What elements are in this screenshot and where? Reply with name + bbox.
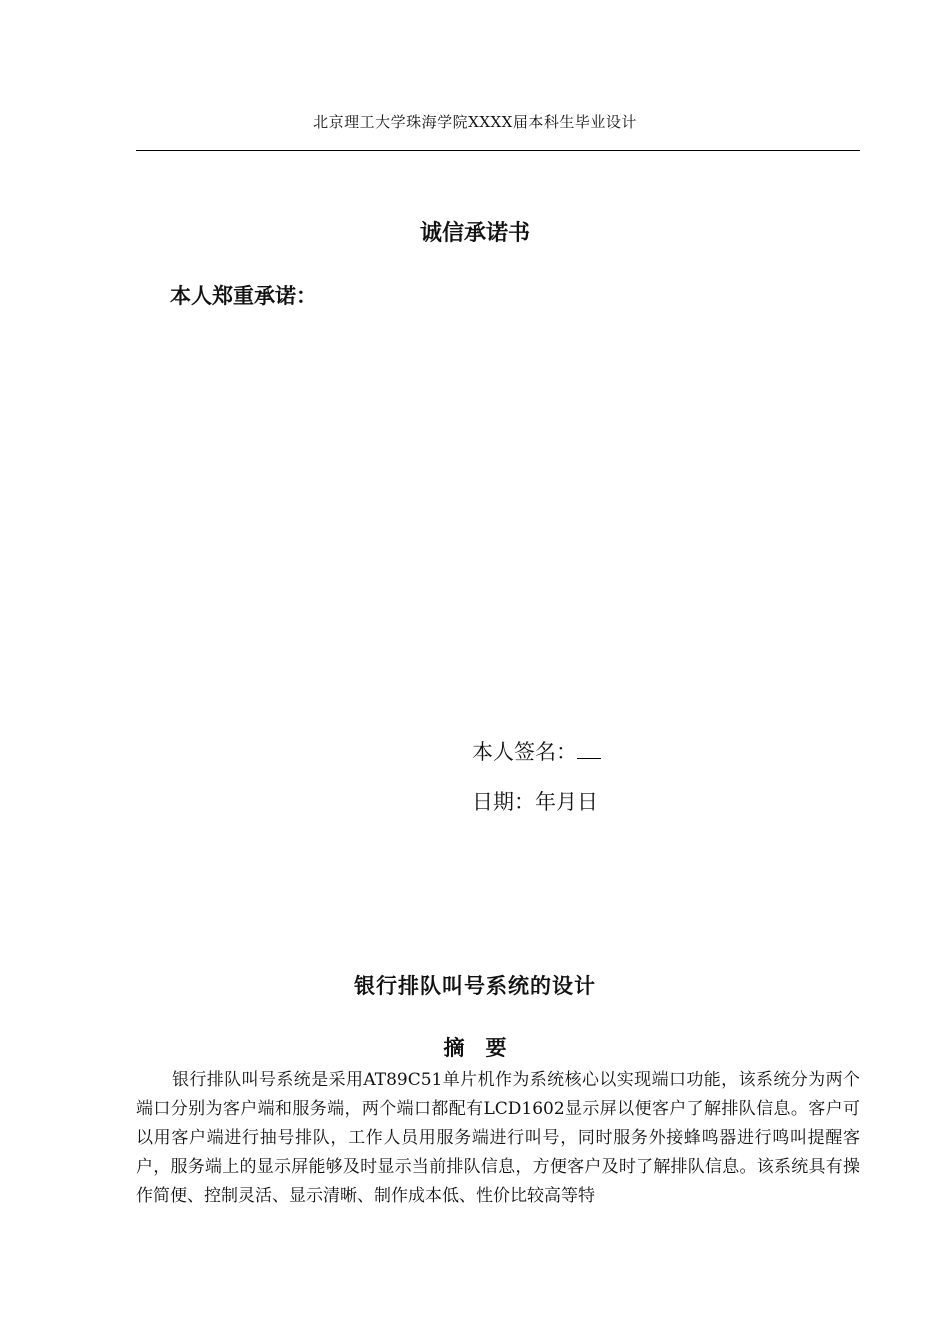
integrity-title: 诚信承诺书 <box>419 221 530 246</box>
abstract-body: 银行排队叫号系统是采用AT89C51单片机作为系统核心以实现端口功能，该系统分为两个端口分别为客户端和服务端，两个端口都配有LCD1602显示屏以便客户了解排队信息。客户可以用客户端进行抽号排队，工作人员用服务端进行叫号，同时服务外接蜂鸣器进行鸣叫提醒客户，服务端上的显示屏能够及时显示当前排队信息，方便客户及时了解排队信息。该系统具有操作简便、控制灵活、显示清晰、制作成本低、性价比较高等特 <box>136 1070 860 1206</box>
thesis-title: 银行排队叫号系统的设计 <box>354 974 596 998</box>
promise-label: 本人郑重承诺： <box>170 284 317 308</box>
signature-blank <box>577 738 601 759</box>
abstract-heading: 摘 要 <box>443 1036 507 1060</box>
signature-line <box>472 736 601 766</box>
signature-label: 本人签名： <box>472 740 577 764</box>
date-line: 日期：年月日 <box>472 790 598 814</box>
header-divider <box>136 150 860 151</box>
page-header: 北京理工大学珠海学院XXXX届本科生毕业设计 <box>313 113 637 131</box>
